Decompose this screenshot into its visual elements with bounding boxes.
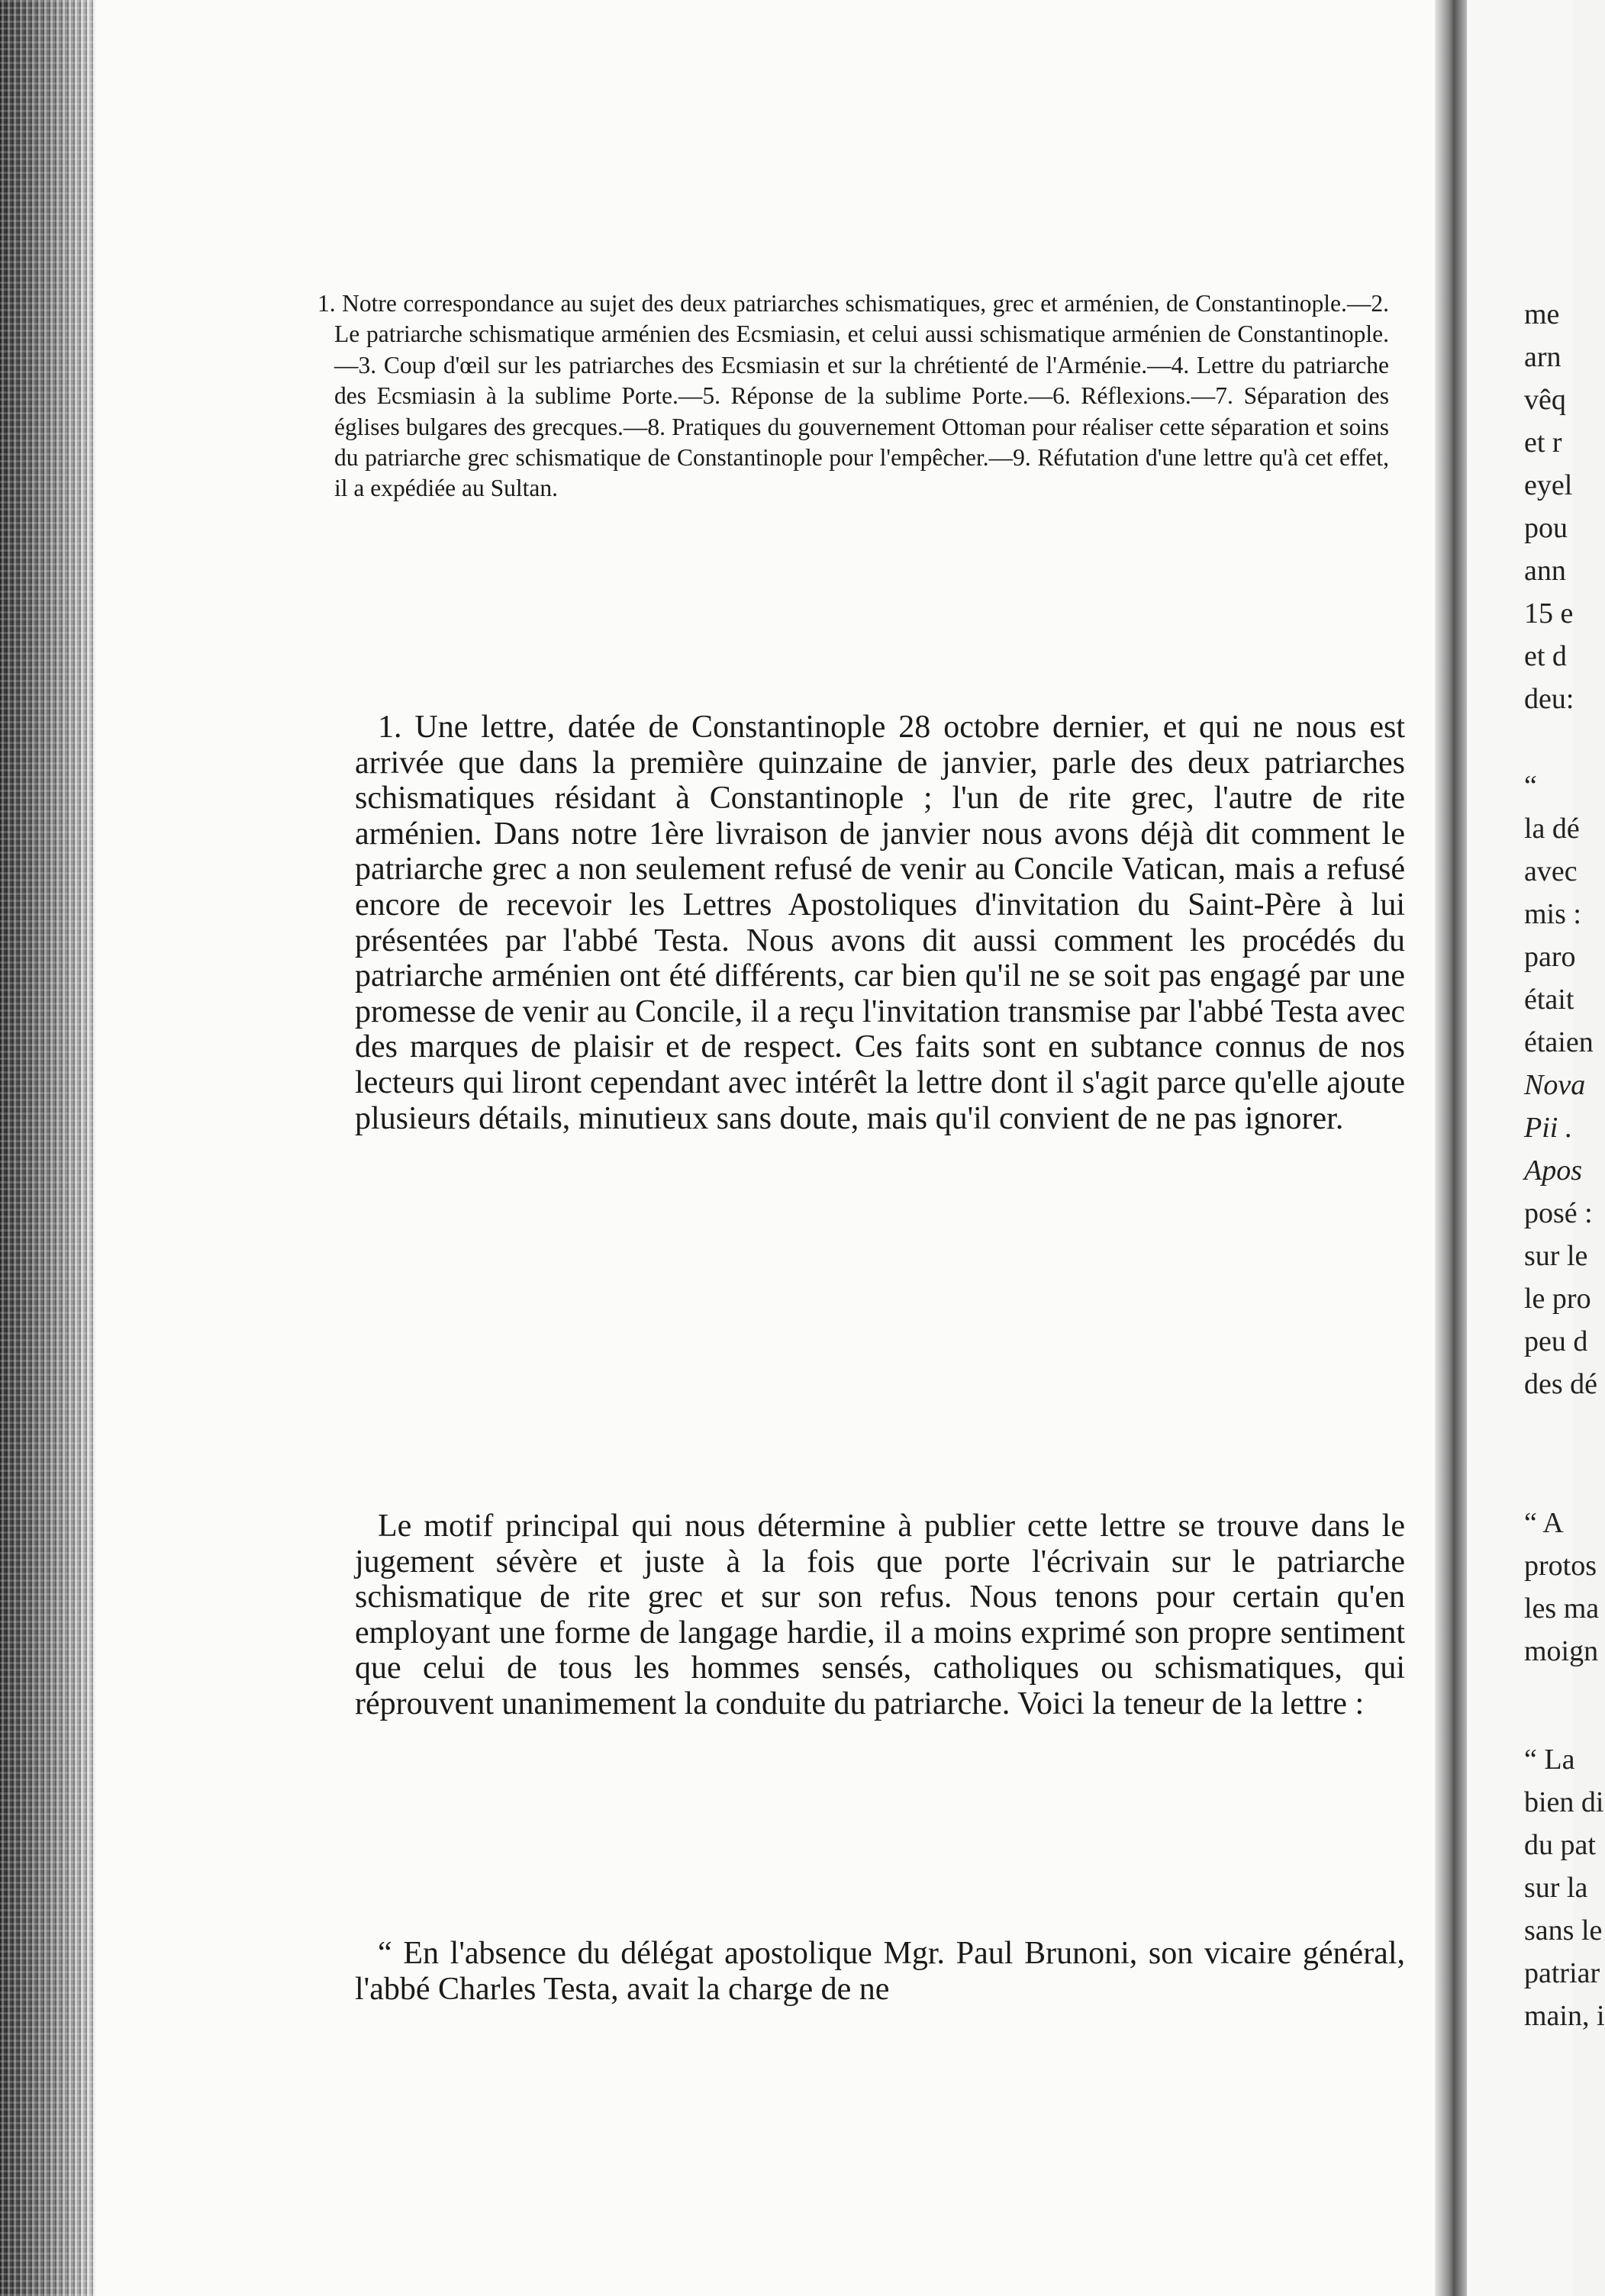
facing-page-line: et d: [1524, 640, 1567, 672]
facing-page-line: deu:: [1524, 683, 1574, 715]
facing-page-line: “: [1524, 770, 1537, 802]
facing-page-line: mis :: [1524, 898, 1581, 930]
facing-page-line: “ A: [1524, 1507, 1564, 1539]
page-gutter: [1435, 0, 1467, 2296]
facing-page-line: sur la: [1524, 1872, 1588, 1904]
facing-page-line: me: [1524, 298, 1560, 330]
facing-page-line: paro: [1524, 941, 1576, 973]
facing-page-line: bien di: [1524, 1786, 1604, 1818]
facing-page-line: était: [1524, 984, 1574, 1016]
facing-page-line: “ La: [1524, 1744, 1575, 1776]
chapter-summary: [317, 288, 1389, 504]
facing-page-line: et r: [1524, 427, 1562, 459]
facing-page-line: main, i: [1524, 2000, 1605, 2032]
facing-page-line: avec: [1524, 855, 1578, 887]
facing-page-line: sur le: [1524, 1240, 1588, 1272]
facing-page-line: posé :: [1524, 1197, 1593, 1229]
paragraph-1: 1. Une lettre, datée de Constantinople 28 octobre dernier, et qui ne nous est arrivée que dans la première quinzaine de janvier, parle des deux patriarches schismatiques résidant à Constantinople ; l'un de rite grec, l'autre de rite arménien. Dans notre 1ère livraison de janvier nous avons déjà dit comment le patriarche grec a non seulement refusé de venir au Concile Vatican, mais a refusé encore de recevoir les Lettres Apostoliques d'invitation du Saint-Père à lui présentées par l'abbé Testa. Nous avons dit aussi comment les procédés du patriarche arménien ont été différents, car bien qu'il ne se soit pas engagé par une promesse de venir au Concile, il a reçu l'invitation transmise par l'abbé Testa avec des marques de plaisir et de respect. Ces faits sont en subtance connus de nos lecteurs qui liront cependant avec intérêt la lettre dont il s'agit parce qu'elle ajoute plusieurs détails, minutieux sans doute, mais qu'il convient de ne pas ignorer.: [355, 710, 1405, 1136]
facing-page-line: sans le: [1524, 1914, 1603, 1947]
facing-page-line: ann: [1524, 555, 1566, 587]
facing-page-line: eyel: [1524, 469, 1573, 501]
facing-page-line: peu d: [1524, 1325, 1588, 1357]
summary-text: 1. Notre correspondance au sujet des deux patriarches schismatiques, grec et arménien, de Constantinople.—2. Le patriarche schismatique arménien des Ecsmiasin, et celui aussi schismatique arménien de Constantinople.—3. Coup d'œil sur les patriarches des Ecsmiasin et sur la chrétienté de l'Arménie.—4. Lettre du patriarche des Ecsmiasin à la sublime Porte.—5. Réponse de la sublime Porte.—6. Réflexions.—7. Séparation des églises bulgares des grecques.—8. Pratiques du gouvernement Ottoman pour réaliser cette séparation et soins du patriarche grec schismatique de Constantinople pour l'empêcher.—9. Réfutation d'une lettre qu'à cet effet, il a expédiée au Sultan.: [317, 290, 1389, 502]
facing-page-line: patriar: [1524, 1957, 1600, 1989]
facing-page-line: arn: [1524, 341, 1561, 373]
facing-page-line: moign: [1524, 1635, 1599, 1667]
paragraph-3-quote-start: “ En l'absence du délégat apostolique Mgr. Paul Brunoni, son vicaire général, l'abbé Charles Testa, avait la charge de ne: [355, 1936, 1405, 2007]
facing-page-line: les ma: [1524, 1592, 1600, 1625]
facing-page-line: protos: [1524, 1550, 1597, 1582]
facing-page-line: 15 e: [1524, 597, 1574, 630]
facing-page-line: pou: [1524, 512, 1568, 544]
facing-page-line: vêq: [1524, 384, 1566, 416]
facing-page-line: Apos: [1524, 1154, 1582, 1187]
facing-page-line: des dé: [1524, 1368, 1598, 1400]
facing-page-line: Nova: [1524, 1069, 1586, 1101]
book-binding-edge: [0, 0, 95, 2296]
facing-page-line: le pro: [1524, 1283, 1591, 1315]
facing-page-line: la dé: [1524, 813, 1580, 845]
facing-page-line: du pat: [1524, 1829, 1596, 1861]
facing-page-line: étaien: [1524, 1026, 1594, 1058]
paragraph-2: Le motif principal qui nous détermine à publier cette lettre se trouve dans le jugement sévère et juste à la fois que porte l'écrivain sur le patriarche schismatique de rite grec et sur son refus. Nous tenons pour certain qu'en employant une forme de langage hardie, il a moins exprimé son propre sentiment que celui de tous les hommes sensés, catholiques ou schismatiques, qui réprouvent unanimement la conduite du patriarche. Voici la teneur de la lettre :: [355, 1509, 1405, 1721]
facing-page-line: Pii .: [1524, 1112, 1573, 1144]
